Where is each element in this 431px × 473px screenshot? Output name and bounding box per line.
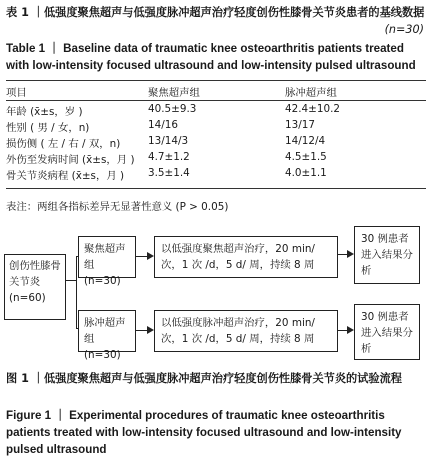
table-header-pulsed-group: 脉冲超声组 bbox=[285, 87, 337, 99]
table-cell: 年龄 (x̄±s，岁 ) bbox=[6, 106, 83, 118]
table-bottom-rule bbox=[6, 188, 426, 189]
group-b-box: 脉冲超声组 (n=30) bbox=[78, 310, 136, 352]
table-row bbox=[6, 167, 426, 183]
table-row bbox=[6, 103, 426, 119]
connector-vertical-branch bbox=[76, 256, 77, 328]
table-header-item: 项目 bbox=[6, 87, 27, 99]
arrow-head-icon bbox=[347, 250, 354, 258]
table-cell: 14/12/4 bbox=[285, 135, 326, 147]
result-a-box: 30 例患者进入结果分析 bbox=[354, 226, 420, 284]
table-cell: 4.5±1.5 bbox=[285, 151, 327, 163]
group-a-box: 聚焦超声组 (n=30) bbox=[78, 236, 136, 278]
arrow-head-icon bbox=[347, 326, 354, 334]
table-title-cn bbox=[6, 4, 426, 36]
figure-caption-en: Figure 1 ｜ Experimental procedures of traumatic knee osteoarthritis patients treated with low-intensity focused ultrasound and low-intensity pulsed ultrasound bbox=[6, 409, 402, 456]
table-footnote: 表注：两组各指标差异无显著性意义 (P > 0.05) bbox=[6, 201, 229, 213]
table-cell: 性别 ( 男 / 女，n) bbox=[6, 122, 90, 134]
table-row bbox=[6, 151, 426, 167]
table-cell: 40.5±9.3 bbox=[148, 103, 197, 115]
table-cell: 42.4±10.2 bbox=[285, 103, 340, 115]
table-row bbox=[6, 135, 426, 151]
table-sample-size: (n=30) bbox=[384, 23, 424, 36]
table-cell: 3.5±1.4 bbox=[148, 167, 190, 179]
treatment-a-box: 以低强度聚焦超声治疗，20 min/ 次，1 次 /d，5 d/ 周，持续 8 周 bbox=[154, 236, 338, 278]
arrow-head-icon bbox=[147, 326, 154, 334]
table-cell: 损伤侧 ( 左 / 右 / 双，n) bbox=[6, 138, 121, 150]
table-cell: 14/16 bbox=[148, 119, 178, 131]
result-b-box: 30 例患者进入结果分析 bbox=[354, 304, 420, 360]
table-cell: 4.7±1.2 bbox=[148, 151, 190, 163]
table-cell: 4.0±1.1 bbox=[285, 167, 327, 179]
treatment-b-box: 以低强度脉冲超声治疗，20 min/ 次，1 次 /d，5 d/ 周，持续 8 周 bbox=[154, 310, 338, 352]
table-row bbox=[6, 119, 426, 135]
table-cell: 13/17 bbox=[285, 119, 315, 131]
table-cell: 骨关节炎病程 (x̄±s，月 ) bbox=[6, 170, 125, 182]
table-cell: 13/14/3 bbox=[148, 135, 189, 147]
table-cell: 外伤至发病时间 (x̄±s，月 ) bbox=[6, 154, 135, 166]
connector-start-branch bbox=[66, 280, 76, 281]
table-title-cn-text: 表 1 ｜低强度聚焦超声与低强度脉冲超声治疗轻度创伤性膝骨关节炎患者的基线数据 bbox=[6, 6, 425, 19]
table-top-rule bbox=[6, 80, 426, 81]
start-box: 创伤性膝骨关节炎 (n=60) bbox=[4, 254, 66, 320]
table-header-focused-group: 聚焦超声组 bbox=[148, 87, 200, 99]
table-header-rule bbox=[6, 100, 426, 101]
table-title-en: Table 1 ｜ Baseline data of traumatic knee osteoarthritis patients treated with low-intensity focused ultrasound and low-intensity pulsed ultrasound bbox=[6, 42, 416, 72]
arrow-head-icon bbox=[147, 252, 154, 260]
figure-caption-cn: 图 1 ｜低强度聚焦超声与低强度脉冲超声治疗轻度创伤性膝骨关节炎的试验流程 bbox=[6, 372, 402, 385]
